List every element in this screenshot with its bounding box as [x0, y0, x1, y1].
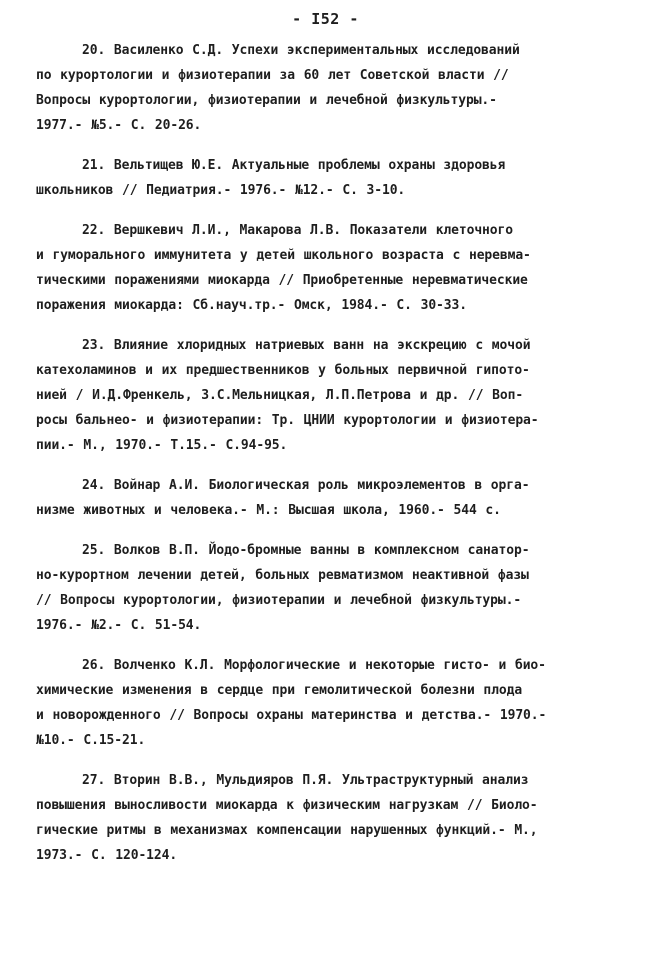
entry-line: и новорожденного // Вопросы охраны материнства и детства.- 1970.-	[36, 708, 547, 723]
entry-line: 27. Вторин В.В., Мульдияров П.Я. Ультраструктурный анализ	[82, 773, 529, 788]
entry-line: поражения миокарда: Сб.науч.тр.- Омск, 1984.- С. 30-33.	[36, 298, 467, 313]
entry-line: катехоламинов и их предшественников у больных первичной гипото-	[36, 363, 530, 378]
entry-line: школьников // Педиатрия.- 1976.- №12.- С. 3-10.	[36, 183, 406, 198]
bibliography-entry	[36, 473, 616, 523]
entry-line: гические ритмы в механизмах компенсации нарушенных функций.- М.,	[36, 823, 538, 838]
entry-line: химические изменения в сердце при гемолитической болезни плода	[36, 683, 523, 698]
page-number: - I52 -	[292, 10, 359, 28]
entry-line: тическими поражениями миокарда // Приобретенные неревматические	[36, 273, 528, 288]
bibliography-entry	[36, 768, 616, 868]
bibliography-entry	[36, 653, 616, 753]
entry-line: 26. Волченко К.Л. Морфологические и некоторые гисто- и био-	[82, 658, 546, 673]
entry-line: 21. Вельтищев Ю.Е. Актуальные проблемы охраны здоровья	[82, 158, 506, 173]
entry-line: 23. Влияние хлоридных натриевых ванн на экскрецию с мочой	[82, 338, 531, 353]
bibliography-entry	[36, 38, 616, 138]
entry-line: 24. Войнар А.И. Биологическая роль микроэлементов в орга-	[82, 478, 530, 493]
entry-line: по курортологии и физиотерапии за 60 лет Советской власти //	[36, 68, 509, 83]
entry-line: 1973.- С. 120-124.	[36, 848, 178, 863]
entry-line: но-курортном лечении детей, больных ревматизмом неактивной фазы	[36, 568, 529, 583]
entry-line: №10.- С.15-21.	[36, 733, 146, 748]
entry-line: пии.- М., 1970.- Т.15.- С.94-95.	[36, 438, 288, 453]
entry-line: 20. Василенко С.Д. Успехи экспериментальных исследований	[82, 43, 520, 58]
entry-line: 1976.- №2.- С. 51-54.	[36, 618, 202, 633]
entry-line: 1977.- №5.- С. 20-26.	[36, 118, 202, 133]
entry-line: повышения выносливости миокарда к физическим нагрузкам // Биоло-	[36, 798, 538, 813]
bibliography-entry	[36, 153, 616, 203]
bibliography-entry	[36, 333, 616, 458]
entry-line: низме животных и человека.- М.: Высшая школа, 1960.- 544 с.	[36, 503, 501, 518]
entry-line: нией / И.Д.Френкель, З.С.Мельницкая, Л.П.Петрова и др. // Воп-	[36, 388, 524, 403]
entry-line: росы бальнео- и физиотерапии: Тр. ЦНИИ курортологии и физиотера-	[36, 413, 539, 428]
entry-line: // Вопросы курортологии, физиотерапии и лечебной физкультуры.-	[36, 593, 522, 608]
bibliography-entry	[36, 218, 616, 318]
entry-line: 25. Волков В.П. Йодо-бромные ванны в комплексном санатор-	[82, 543, 530, 558]
entry-line: и гуморального иммунитета у детей школьного возраста с неревма-	[36, 248, 531, 263]
entry-line: Вопросы курортологии, физиотерапии и лечебной физкультуры.-	[36, 93, 497, 108]
bibliography-list	[36, 38, 616, 883]
entry-line: 22. Вершкевич Л.И., Макарова Л.В. Показатели клеточного	[82, 223, 513, 238]
bibliography-entry	[36, 538, 616, 638]
